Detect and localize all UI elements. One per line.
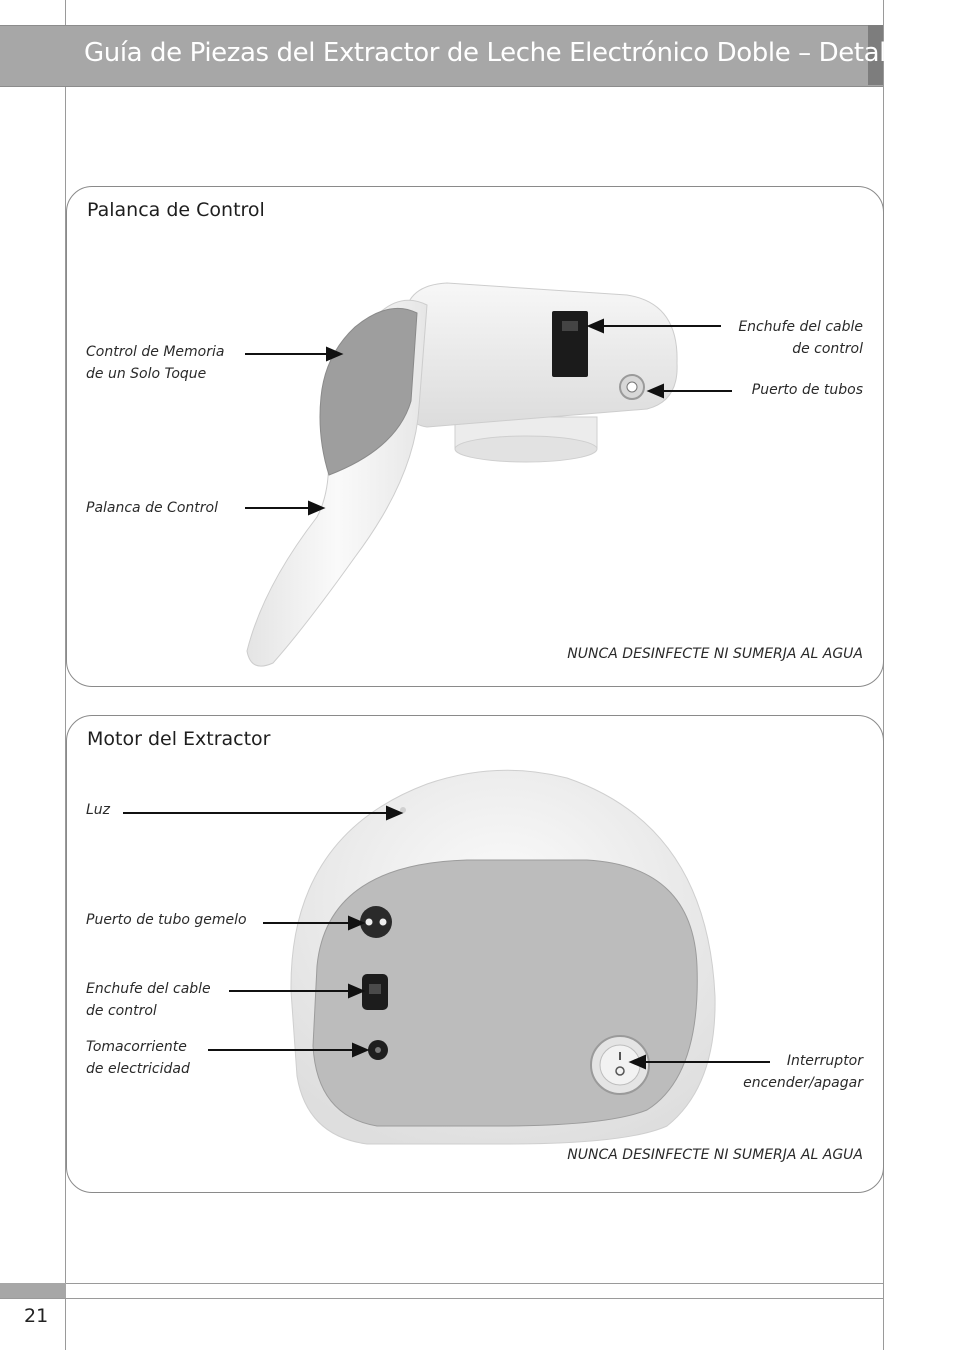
label-control-cable-socket: Enchufe del cable de control: [86, 981, 211, 1019]
label-control-lever: Palanca de Control: [86, 500, 218, 516]
control-lever-illustration: [67, 187, 883, 686]
label-control-cable-socket: Enchufe del cable de control: [738, 319, 863, 357]
page-title: Guía de Piezas del Extractor de Leche Electrónico Doble – Detallada: [84, 38, 940, 68]
label-twin-tube-port: Puerto de tubo gemelo: [86, 912, 247, 928]
control-lever-panel: [66, 186, 884, 687]
pump-motor-panel: [66, 715, 884, 1193]
label-power-socket: Tomacorriente de electricidad: [86, 1039, 190, 1077]
page-number: 21: [24, 1305, 49, 1327]
footer-accent: [0, 1283, 66, 1299]
label-on-off-switch: Interruptor encender/apagar: [743, 1053, 863, 1091]
label-light: Luz: [86, 802, 111, 818]
footer-rule: [66, 1283, 883, 1284]
warning-text: NUNCA DESINFECTE NI SUMERJA AL AGUA: [567, 1147, 863, 1163]
footer-rule: [0, 1298, 883, 1299]
panel-title: Palanca de Control: [87, 199, 265, 221]
panel-title: Motor del Extractor: [87, 728, 271, 750]
label-tube-port: Puerto de tubos: [751, 382, 863, 398]
pump-motor-illustration: [67, 716, 883, 1192]
warning-text: NUNCA DESINFECTE NI SUMERJA AL AGUA: [567, 646, 863, 662]
label-one-touch-memory: Control de Memoria de un Solo Toque: [86, 344, 225, 382]
